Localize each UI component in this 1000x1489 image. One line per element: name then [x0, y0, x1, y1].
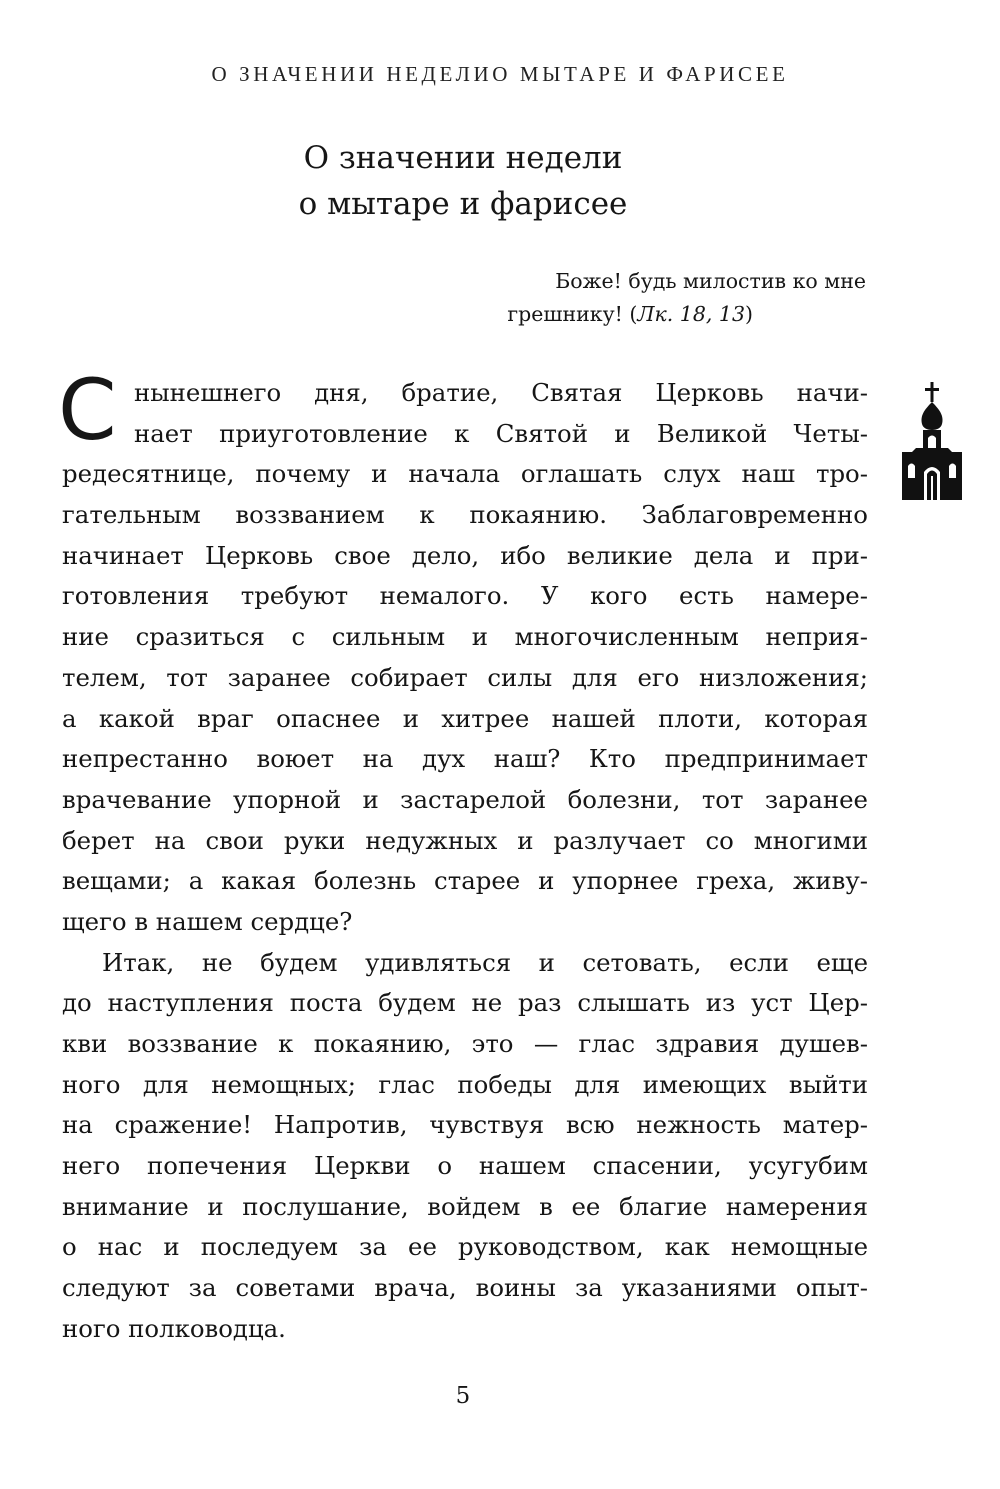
epigraph-ref-open: ( — [629, 302, 638, 326]
paragraph-1-line: нынешнего дня, братие, Святая Церковь начи- — [134, 378, 868, 407]
chapter-title-line-2: о мытаре и фарисее — [298, 186, 628, 222]
chapter-title-line-1: О значении недели — [303, 140, 623, 176]
paragraph-1-line: берет на свои руки недужных и разлучает со многими — [62, 825, 868, 855]
epigraph — [440, 265, 866, 331]
epigraph-line-2-text: грешнику! — [507, 302, 630, 326]
paragraph-1-line: вещами; а какая болезнь старее и упорнее греха, живу- — [62, 866, 868, 896]
paragraph-2-line: до наступления поста будем не раз слышать из уст Цер- — [62, 988, 868, 1018]
paragraph-2-line: ного полководца. — [62, 1313, 286, 1343]
epigraph-reference: Лк. 18, 13 — [637, 302, 745, 326]
paragraph-1-line: нает приуготовление к Святой и Великой Четы- — [134, 418, 868, 448]
paragraph-1-line: щего в нашем сердце? — [62, 906, 353, 936]
paragraph-1-line: а какой враг опаснее и хитрее нашей плоти, которая — [62, 703, 868, 733]
paragraph-2-line: него попечения Церкви о нашем спасении, усугубим — [62, 1151, 868, 1181]
paragraph-1-line: телем, тот заранее собирает силы для его низложения; — [62, 662, 868, 692]
paragraph-2-line: следуют за советами врача, воины за указаниями опыт- — [62, 1273, 868, 1303]
paragraph-1-line: начинает Церковь свое дело, ибо великие дела и при- — [62, 540, 868, 570]
running-head: О ЗНАЧЕНИИ НЕДЕЛИО МЫТАРЕ И ФАРИСЕЕ — [211, 62, 789, 86]
paragraph-1-line: ние сразиться с сильным и многочисленным неприя- — [62, 622, 868, 652]
chapter-title — [0, 135, 926, 227]
paragraph-2-line: кви воззвание к покаянию, это — глас здравия душев- — [62, 1029, 868, 1058]
body-text — [62, 373, 868, 1350]
page-number: 5 — [455, 1383, 471, 1409]
paragraph-2-line: ного для немощных; глас победы для имеющих выйти — [62, 1069, 868, 1099]
paragraph-1-line: готовления требуют немалого. У кого есть намере- — [62, 581, 868, 611]
epigraph-ref-close: ) — [745, 302, 753, 326]
paragraph-2-line: на сражение! Напротив, чувствуя всю нежность матер- — [62, 1110, 868, 1140]
paragraph-2-line: внимание и послушание, войдем в ее благие намерения — [62, 1191, 868, 1221]
paragraph-1-line: врачевание упорной и застарелой болезни, тот заранее — [62, 784, 868, 814]
epigraph-line-2 — [440, 298, 866, 331]
epigraph-line-1: Боже! будь милостив ко мне — [555, 269, 866, 293]
paragraph-2-line: о нас и последуем за ее руководством, как немощные — [62, 1232, 868, 1262]
paragraph-1-line: гательным воззванием к покаянию. Заблаговременно — [62, 500, 868, 530]
church-icon — [898, 382, 966, 500]
paragraph-2-line: Итак, не будем удивляться и сетовать, если еще — [102, 947, 868, 977]
paragraph-1-line: редесятнице, почему и начала оглашать слух наш тро- — [62, 459, 868, 489]
paragraph-1-line: непрестанно воюет на дух наш? Кто предпринимает — [62, 744, 868, 774]
drop-cap: С — [58, 361, 117, 459]
